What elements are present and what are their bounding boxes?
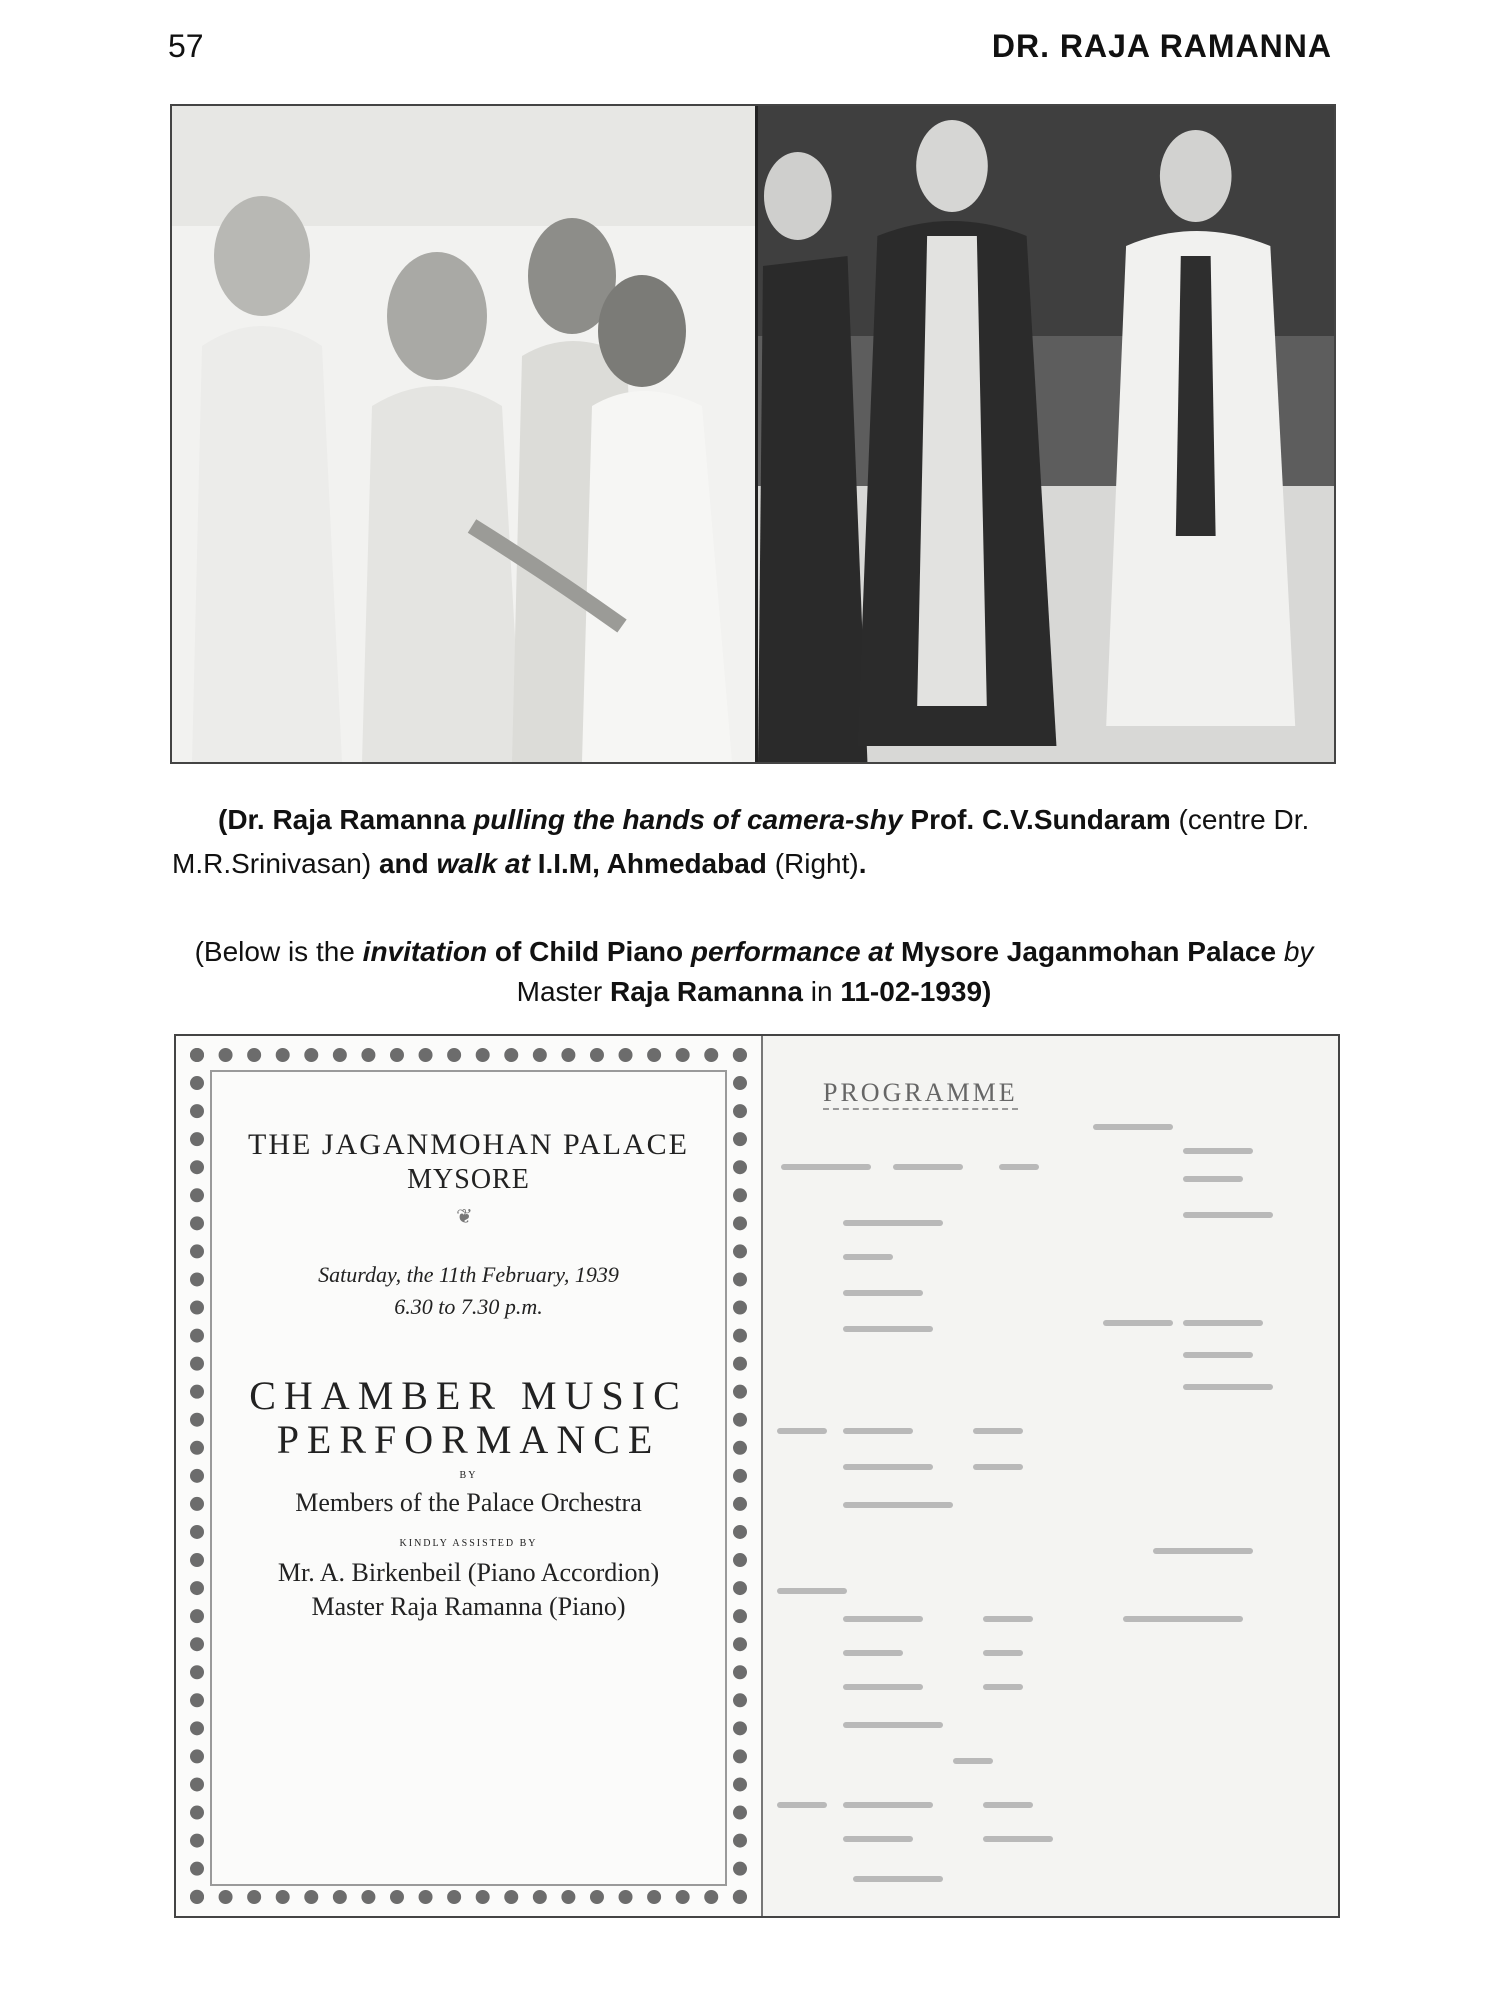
invitation-card-front xyxy=(176,1036,763,1916)
illegible-text xyxy=(953,1758,993,1764)
caption-run: I.I.M, Ahmedabad xyxy=(537,848,767,879)
caption-run: Raja Ramanna xyxy=(610,976,803,1007)
illegible-text xyxy=(1183,1352,1253,1358)
illegible-text xyxy=(983,1650,1023,1656)
illegible-text xyxy=(1183,1320,1263,1326)
caption-run: of Child Piano xyxy=(494,936,684,967)
invitation-event-subtitle: PERFORMANCE xyxy=(276,1417,661,1462)
caption-run: (Below is the xyxy=(194,936,355,967)
photo-left-illustration xyxy=(172,106,755,762)
illegible-text xyxy=(843,1722,943,1728)
invitation-card-programme xyxy=(763,1036,1338,1916)
illegible-text xyxy=(777,1588,847,1594)
illegible-text xyxy=(1183,1176,1243,1182)
invitation-guest-1: Mr. A. Birkenbeil (Piano Accordion) xyxy=(277,1558,660,1587)
illegible-text xyxy=(1103,1320,1173,1326)
invitation-by: BY xyxy=(459,1470,478,1481)
caption-run: 11-02-1939) xyxy=(840,976,992,1007)
illegible-text xyxy=(1183,1212,1273,1218)
illegible-text xyxy=(843,1428,913,1434)
illegible-text xyxy=(983,1802,1033,1808)
illegible-text xyxy=(983,1684,1023,1690)
caption-run: in xyxy=(810,976,833,1007)
caption-run: and xyxy=(378,848,429,879)
illegible-text xyxy=(777,1428,827,1434)
programme-title: PROGRAMME xyxy=(823,1078,1018,1110)
illegible-text xyxy=(1153,1548,1253,1554)
illegible-text xyxy=(843,1802,933,1808)
illegible-text xyxy=(843,1836,913,1842)
invitation-city: MYSORE xyxy=(407,1164,530,1195)
illegible-text xyxy=(843,1464,933,1470)
invitation-date: Saturday, the 11th February, 1939 xyxy=(318,1262,619,1287)
invitation-performers: Members of the Palace Orchestra xyxy=(295,1488,642,1517)
caption-run: Prof. C.V.Sundaram xyxy=(910,804,1171,835)
photo-panel xyxy=(170,104,1336,764)
illegible-text xyxy=(781,1164,871,1170)
page-number: 57 xyxy=(168,28,204,64)
invitation-time: 6.30 to 7.30 p.m. xyxy=(394,1294,543,1319)
invitation-assisted-by: KINDLY ASSISTED BY xyxy=(399,1538,538,1549)
illegible-text xyxy=(843,1220,943,1226)
ornament-icon: ❦ xyxy=(456,1204,473,1228)
illegible-text xyxy=(1123,1616,1243,1622)
illegible-text xyxy=(893,1164,963,1170)
caption-photos xyxy=(172,798,1336,886)
illegible-text xyxy=(843,1290,923,1296)
caption-run: . xyxy=(858,848,867,879)
illegible-text xyxy=(1093,1124,1173,1130)
illegible-text xyxy=(983,1836,1053,1842)
caption-run: performance at xyxy=(690,936,894,967)
illegible-text xyxy=(843,1326,933,1332)
caption-run: invitation xyxy=(362,936,488,967)
illegible-text xyxy=(973,1428,1023,1434)
caption-run xyxy=(767,848,775,879)
caption-run: pulling the hands of camera-shy xyxy=(473,804,903,835)
caption-invitation xyxy=(172,932,1336,1012)
illegible-text xyxy=(999,1164,1039,1170)
illegible-text xyxy=(843,1502,953,1508)
photo-group-left xyxy=(172,106,758,762)
illegible-text xyxy=(843,1650,903,1656)
caption-run: (centre Dr. M.R.Srinivasan) xyxy=(172,804,1310,879)
illegible-text xyxy=(1183,1384,1273,1390)
illegible-text xyxy=(983,1616,1033,1622)
illegible-text xyxy=(777,1802,827,1808)
caption-run: walk at xyxy=(436,848,530,879)
caption-run: (Dr. Raja Ramanna xyxy=(218,804,466,835)
illegible-text xyxy=(843,1254,893,1260)
caption-run: (Right) xyxy=(774,848,859,879)
invitation-event-title: CHAMBER MUSIC xyxy=(249,1373,688,1418)
caption-run: Mysore Jaganmohan Palace xyxy=(900,936,1277,967)
photo-right-illustration xyxy=(758,106,1334,762)
illegible-text xyxy=(853,1876,943,1882)
running-head: DR. RAJA RAMANNA xyxy=(991,28,1332,64)
invitation-panel xyxy=(174,1034,1340,1918)
caption-run: by xyxy=(1283,936,1314,967)
invitation-venue: THE JAGANMOHAN PALACE xyxy=(248,1128,689,1161)
caption-run: Master xyxy=(516,976,603,1007)
illegible-text xyxy=(973,1464,1023,1470)
invitation-guest-2: Master Raja Ramanna (Piano) xyxy=(311,1592,626,1621)
illegible-text xyxy=(1183,1148,1253,1154)
illegible-text xyxy=(843,1616,923,1622)
illegible-text xyxy=(843,1684,923,1690)
photo-group-right xyxy=(758,106,1334,762)
